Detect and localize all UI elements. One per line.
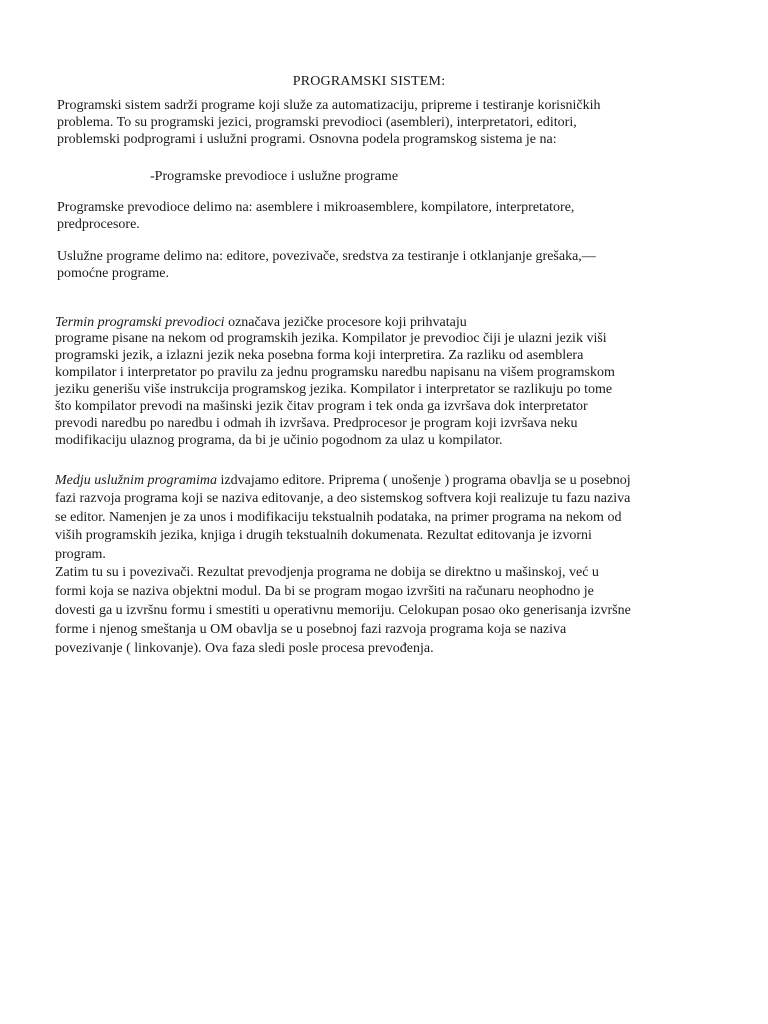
intro-line-3: problemski podprogrami i uslužni programi. Osnovna podela programskog sistema je na: xyxy=(57,132,557,147)
term-lead-rest: označava jezičke procesore koji prihvataju xyxy=(224,315,467,330)
term-lead-italic: Termin programski prevodioci xyxy=(55,315,225,330)
bullet-item: -Programske prevodioce i uslužne programe xyxy=(150,169,399,184)
term-line-6: prevodi naredbu po naredbu i odmah ih izvršava. Predprocesor je program koji izvršava neku xyxy=(55,416,578,431)
term-line-7: modifikaciju ulaznog programa, da bi je učinio pogodnom za ulaz u kompilator. xyxy=(55,433,503,448)
term-line-3: kompilator i interpretator po pravilu za jednu programsku naredbu napisanu na višem programskom xyxy=(55,365,615,380)
editors-line-5: Zatim tu su i povezivači. Rezultat prevodjenja programa ne dobija se direktno u mašinskoj, već u xyxy=(55,565,599,580)
editors-lead-italic: Medju uslužnim programima xyxy=(55,473,218,488)
editors-line-6: formi koja se naziva objektni modul. Da bi se program mogao izvršiti na računaru neophodno je xyxy=(55,584,594,599)
term-line-4: jeziku generišu više instrukcija programskog jezika. Kompilator i interpretator se razlikuju po tome xyxy=(55,382,613,397)
editors-lead-rest: izdvajamo editore. Priprema ( unošenje ) programa obavlja se u posebnoj xyxy=(217,473,631,488)
editors-line-3: viših programskih jezika, knjiga i drugih tekstualnih dokumenata. Rezultat editovanja je izvorni xyxy=(55,528,592,543)
intro-line-2: problema. To su programski jezici, programski prevodioci (asembleri), interpretatori, editori, xyxy=(57,115,577,130)
term-line-1: programe pisane na nekom od programskih jezika. Kompilator je prevodioc čiji je ulazni jezik viši xyxy=(55,331,607,346)
intro-line-1: Programski sistem sadrži programe koji služe za automatizaciju, pripreme i testiranje korisničkih xyxy=(57,98,601,113)
utilities-line-1: Uslužne programe delimo na: editore, povezivače, sredstva za testiranje i otklanjanje grešaka,— xyxy=(57,249,596,264)
editors-line-9: povezivanje ( linkovanje). Ova faza sledi posle procesa prevođenja. xyxy=(55,641,434,656)
editors-line-8: forme i njenog smeštanja u OM obavlja se u posebnoj fazi razvoja programa koja se naziva xyxy=(55,622,567,637)
term-line-5: što kompilator prevodi na mašinski jezik čitav program i tek onda ga izvršava dok interpretator xyxy=(55,399,588,414)
editors-line-2: se editor. Namenjen je za unos i modifikaciju tekstualnih podataka, na primer programa na nekom od xyxy=(55,510,622,525)
term-lead-line xyxy=(55,314,467,331)
editors-line-1: fazi razvoja programa koji se naziva editovanje, a deo sistemskog softvera koji realizuje tu fazu naziva xyxy=(55,491,631,506)
editors-line-4: program. xyxy=(55,547,106,562)
translators-line-1: Programske prevodioce delimo na: asemblere i mikroasemblere, kompilatore, interpretatore, xyxy=(57,200,575,215)
editors-line-7: dovesti ga u izvršnu formu i smestiti u operativnu memoriju. Celokupan posao oko generisanja izvršne xyxy=(55,603,631,618)
utilities-line-2: pomoćne programe. xyxy=(57,266,169,281)
translators-line-2: predprocesore. xyxy=(57,217,140,232)
page-title: PROGRAMSKI SISTEM: xyxy=(292,74,446,89)
editors-lead-line xyxy=(55,472,631,489)
term-line-2: programski jezik, a izlazni jezik neka posebna forma koji interpretira. Za razliku od asemblera xyxy=(55,348,584,363)
